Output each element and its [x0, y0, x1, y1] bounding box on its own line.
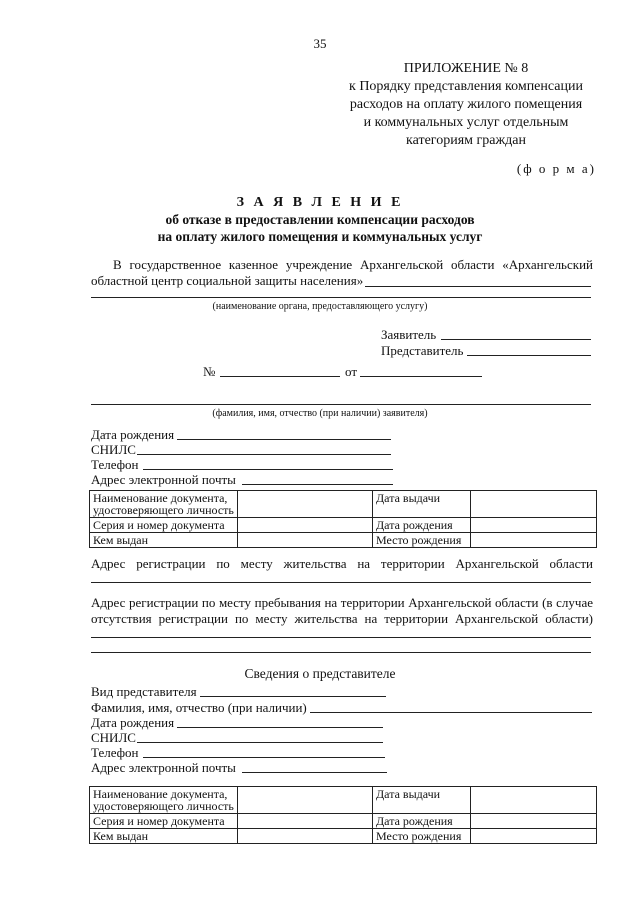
rep-phone-field[interactable] [143, 757, 385, 758]
rep-identity-document-table [89, 786, 597, 844]
doc-number-cell[interactable] [238, 518, 373, 533]
issue-date-label: Дата выдачи [373, 787, 471, 814]
registration-address-label: Адрес регистрации по месту жительства на территории Архангельской области [91, 556, 593, 571]
representative-field[interactable] [467, 355, 591, 356]
email-label: Адрес электронной почты [91, 472, 236, 487]
birth-place-label: Место рождения [373, 533, 471, 548]
issued-by-cell[interactable] [238, 533, 373, 548]
birth-date-cell[interactable] [471, 518, 597, 533]
form-note: (ф о р м а) [516, 161, 596, 176]
applicant-field[interactable] [441, 339, 591, 340]
date-from-field[interactable] [360, 376, 482, 377]
phone-label: Телефон [91, 457, 139, 472]
appendix-title: ПРИЛОЖЕНИЕ № 8 [403, 61, 529, 76]
rep-snils-label: СНИЛС [91, 730, 136, 745]
doc-number-cell[interactable] [238, 814, 373, 829]
number-label: № [203, 364, 216, 379]
registration-address-field[interactable] [91, 582, 591, 583]
rep-snils-field[interactable] [137, 742, 383, 743]
appendix-line: к Порядку представления компенсации [349, 79, 583, 94]
authority-field[interactable] [91, 297, 591, 298]
rep-type-field[interactable] [200, 696, 386, 697]
rep-birth-date-field[interactable] [177, 727, 383, 728]
fio-caption: (фамилия, имя, отчество (при наличии) заявителя) [212, 408, 428, 419]
birth-date-cell[interactable] [471, 814, 597, 829]
identity-document-table [89, 490, 597, 548]
issue-date-label: Дата выдачи [373, 491, 471, 518]
doc-name-cell[interactable] [238, 491, 373, 518]
doc-number-label: Серия и номер документа [90, 518, 238, 533]
date-from-label: от [345, 364, 358, 379]
doc-name-label: Наименование документа, удостоверяющего личность [90, 787, 238, 814]
issue-date-cell[interactable] [471, 491, 597, 518]
authority-field[interactable] [365, 286, 591, 287]
representative-label: Представитель [381, 343, 464, 358]
issued-by-cell[interactable] [238, 829, 373, 844]
email-field[interactable] [242, 484, 393, 485]
stay-address-field[interactable] [91, 637, 591, 638]
doc-number-label: Серия и номер документа [90, 814, 238, 829]
page-number: 35 [313, 36, 327, 51]
representative-heading: Сведения о представителе [244, 666, 396, 681]
rep-type-label: Вид представителя [91, 684, 197, 699]
issued-by-label: Кем выдан [90, 829, 238, 844]
applicant-label: Заявитель [381, 327, 437, 342]
birth-place-cell[interactable] [471, 829, 597, 844]
number-field[interactable] [220, 376, 340, 377]
doc-name-label: Наименование документа, удостоверяющего личность [90, 491, 238, 518]
document-title: З А Я В Л Е Н И Е [236, 195, 404, 210]
birth-date-label: Дата рождения [91, 427, 175, 442]
document-subtitle: на оплату жилого помещения и коммунальных услуг [157, 229, 483, 244]
document-subtitle: об отказе в предоставлении компенсации расходов [165, 212, 475, 227]
snils-label: СНИЛС [91, 442, 136, 457]
stay-address-label: Адрес регистрации по месту пребывания на территории Архангельской области (в случае [91, 595, 593, 610]
intro-line: В государственное казенное учреждение Архангельской области «Архангельский [113, 257, 593, 272]
rep-fio-field[interactable] [310, 712, 592, 713]
doc-name-cell[interactable] [238, 787, 373, 814]
appendix-line: категориям граждан [406, 133, 526, 148]
authority-caption: (наименование органа, предоставляющего услугу) [212, 301, 428, 312]
birth-date-label: Дата рождения [373, 814, 471, 829]
birth-date-label: Дата рождения [373, 518, 471, 533]
stay-address-field[interactable] [91, 652, 591, 653]
applicant-fio-field[interactable] [91, 404, 591, 405]
issue-date-cell[interactable] [471, 787, 597, 814]
birth-date-field[interactable] [177, 439, 391, 440]
birth-place-label: Место рождения [373, 829, 471, 844]
rep-birth-date-label: Дата рождения [91, 715, 175, 730]
rep-fio-label: Фамилия, имя, отчество (при наличии) [91, 700, 307, 715]
issued-by-label: Кем выдан [90, 533, 238, 548]
appendix-line: расходов на оплату жилого помещения [349, 97, 583, 112]
phone-field[interactable] [143, 469, 393, 470]
stay-address-label: отсутствия регистрации по месту жительства на территории Архангельской области) [91, 611, 593, 626]
rep-phone-label: Телефон [91, 745, 139, 760]
birth-place-cell[interactable] [471, 533, 597, 548]
snils-field[interactable] [137, 454, 391, 455]
intro-line: областной центр социальной защиты населения» [91, 273, 364, 288]
appendix-line: и коммунальных услуг отдельным [363, 115, 569, 130]
rep-email-label: Адрес электронной почты [91, 760, 236, 775]
rep-email-field[interactable] [242, 772, 387, 773]
